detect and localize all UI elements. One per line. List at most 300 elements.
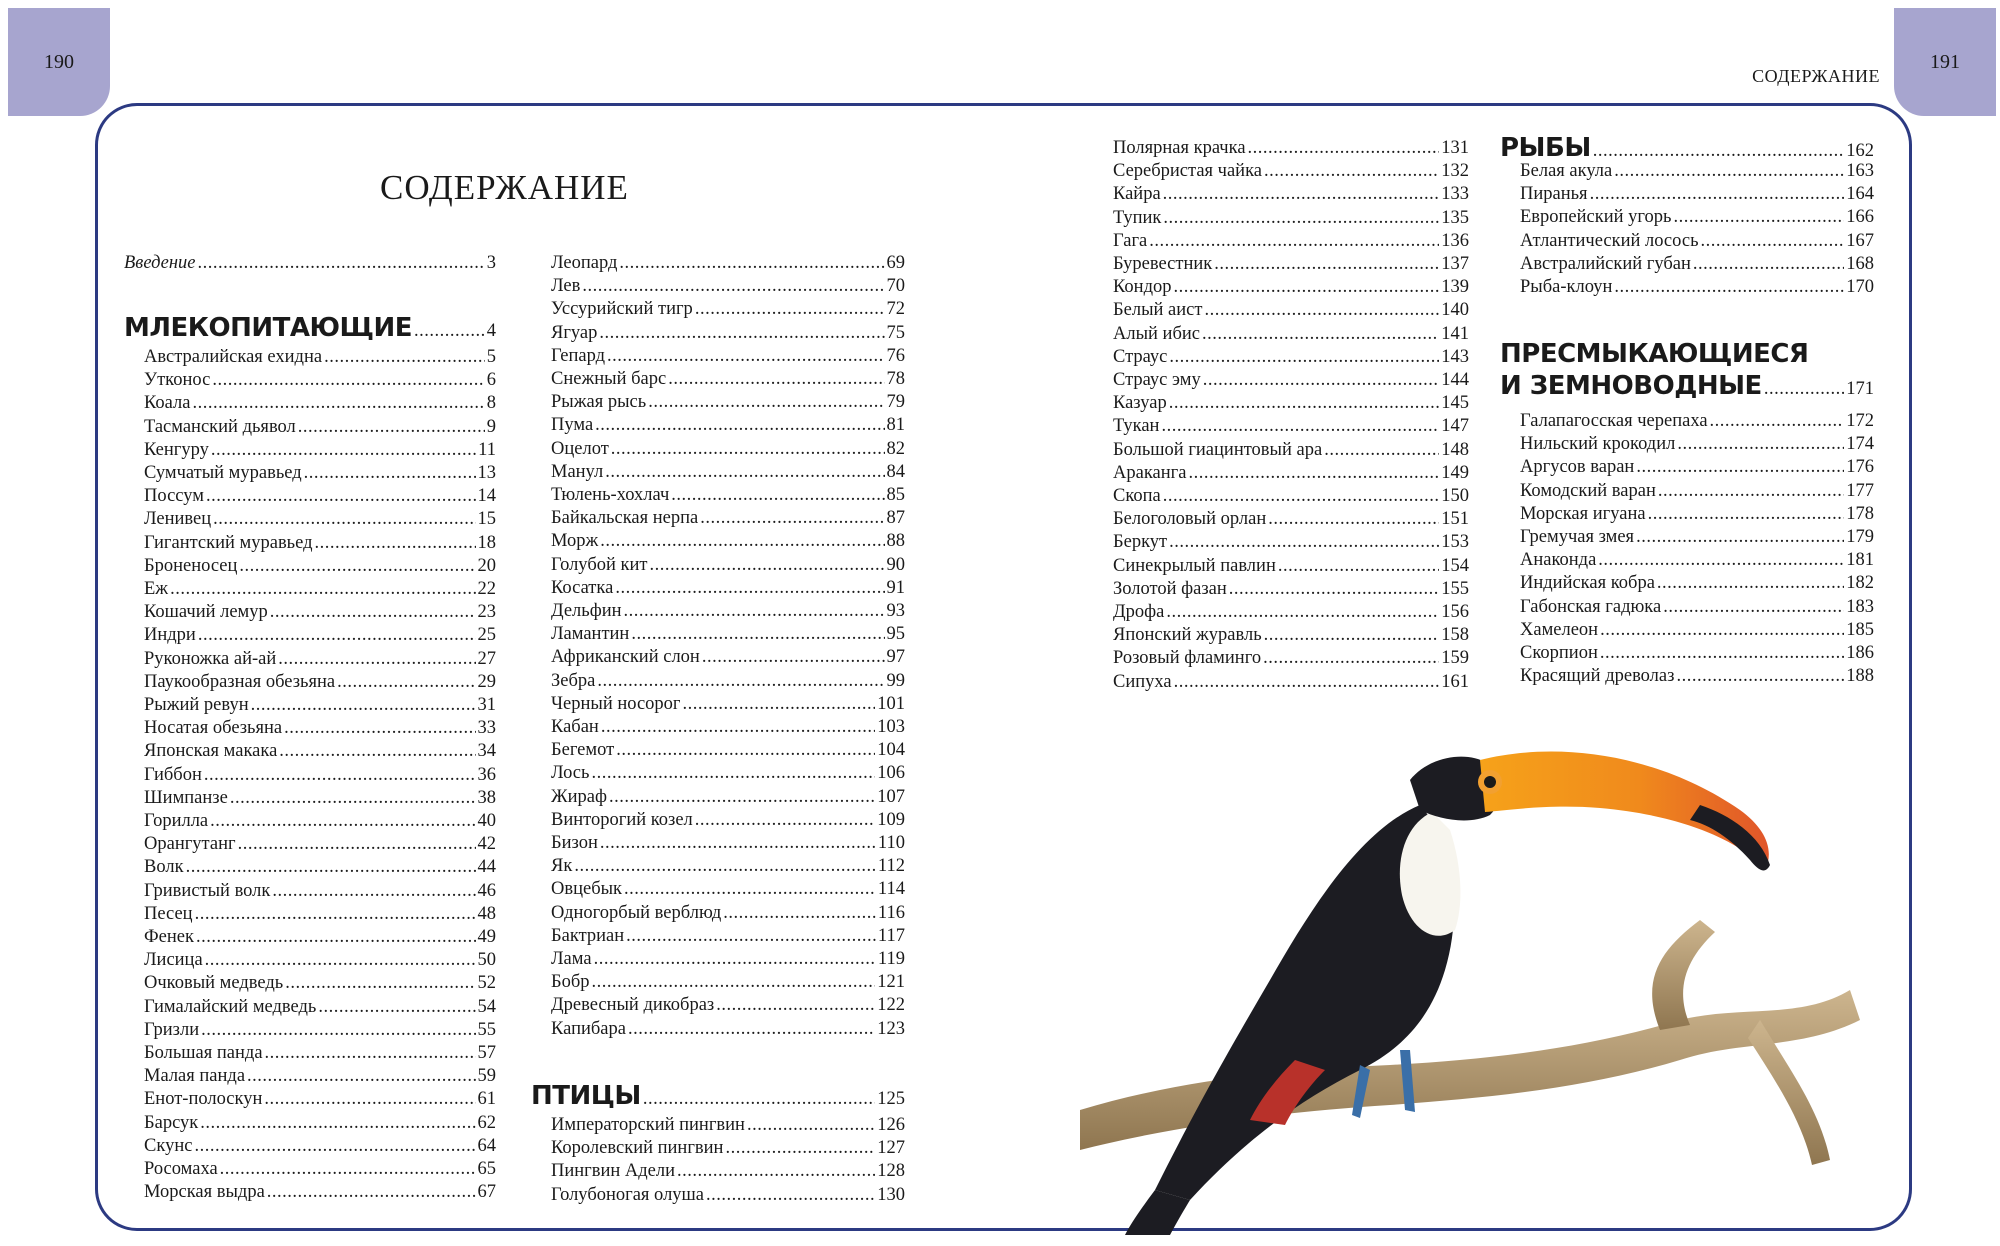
toc-entry (1113, 323, 1469, 346)
dot-leader (1149, 230, 1439, 253)
toc-entry-page: 183 (1846, 596, 1874, 617)
toc-entry (531, 1184, 905, 1207)
toc-entry-page: 44 (477, 857, 496, 878)
toc-entry-label: Голубой кит (551, 554, 648, 575)
toc-entry-label: Коала (144, 393, 191, 414)
toc-entry-label: Еж (144, 579, 169, 599)
toc-entry-page: 6 (486, 370, 496, 391)
toc-entry-label: Ламантин (551, 624, 630, 645)
toc-entry-page: 121 (877, 972, 905, 993)
toc-entry-label: Росомаха (144, 1159, 218, 1179)
toc-entry (1113, 555, 1469, 578)
toc-entry (531, 577, 905, 600)
toc-entry-label: Розовый фламинго (1113, 648, 1262, 669)
toc-entry-page: 27 (477, 648, 496, 669)
toc-entry-page: 137 (1441, 254, 1469, 274)
toc-entry-label: Голубоногая олуша (551, 1184, 705, 1205)
toc-entry-page: 33 (477, 718, 496, 739)
toc-entry-page: 162 (1846, 141, 1874, 161)
toc-entry (1113, 415, 1469, 438)
toc-entry (531, 298, 905, 321)
toc-entry (124, 740, 496, 763)
dot-leader (1173, 276, 1439, 299)
toc-entry (1113, 531, 1469, 554)
toc-entry-page: 140 (1441, 300, 1469, 321)
toc-entry-label: Броненосец (144, 555, 238, 576)
toc-entry (124, 578, 496, 601)
toc-entry (124, 601, 496, 624)
toc-entry (1500, 619, 1874, 642)
dot-leader (1677, 433, 1844, 456)
toc-entry-page: 156 (1441, 602, 1469, 622)
toc-entry (124, 346, 496, 369)
toc-entry-label: Бактриан (551, 925, 625, 946)
section-heading-reptiles-line1: ПРЕСМЫКАЮЩИЕСЯ (1500, 339, 1809, 369)
dot-leader (204, 764, 476, 787)
dot-leader (1636, 526, 1844, 549)
toc-entry-page: 179 (1846, 527, 1874, 547)
toc-entry-page: 85 (886, 485, 905, 505)
toc-entry-page: 172 (1846, 411, 1874, 431)
dot-leader (1229, 578, 1440, 601)
toc-entry-page: 130 (877, 1184, 905, 1205)
dot-leader (648, 391, 884, 414)
toc-entry (531, 646, 905, 669)
toc-entry-page: 174 (1846, 434, 1874, 455)
dot-leader (1278, 555, 1439, 578)
toc-entry-page: 161 (1441, 671, 1469, 692)
toc-entry-page: 90 (886, 554, 905, 575)
dot-leader (1324, 439, 1439, 462)
toc-entry (124, 555, 496, 578)
toc-entry-label: Байкальская нерпа (551, 508, 699, 529)
toc-entry-page: 70 (886, 276, 905, 297)
toc-entry-page: 81 (886, 415, 905, 436)
toc-entry-label: Индийская кобра (1520, 573, 1655, 594)
toc-entry-label: И ЗЕМНОВОДНЫЕ (1500, 371, 1762, 401)
section-heading-birds (531, 1080, 905, 1112)
toc-entry-label: Рыба-клоун (1520, 277, 1613, 297)
dot-leader (1204, 299, 1439, 322)
toc-entry-page: 82 (886, 438, 905, 459)
toc-entry-page: 54 (477, 996, 496, 1017)
dot-leader (599, 322, 884, 345)
toc-entry (1113, 462, 1469, 485)
toc-entry-page: 4 (486, 321, 496, 341)
toc-entry (124, 1158, 496, 1181)
dot-leader (597, 670, 884, 693)
toc-entry-page: 14 (477, 486, 496, 507)
toc-entry-page: 143 (1441, 346, 1469, 367)
toc-entry (531, 438, 905, 461)
toc-entry-label: Капибара (551, 1018, 626, 1039)
dot-leader (1658, 480, 1844, 503)
section-heading-mammals (124, 312, 496, 344)
toc-entry-label: Жираф (551, 786, 607, 807)
toc-entry (124, 624, 496, 647)
toc-entry-label: Овцебык (551, 879, 623, 900)
toc-entry (1113, 183, 1469, 206)
dot-leader (594, 948, 876, 971)
toc-entry (531, 786, 905, 809)
dot-leader (198, 252, 485, 275)
toc-entry (531, 507, 905, 530)
toc-entry (531, 971, 905, 994)
dot-leader (205, 949, 476, 972)
dot-leader (1169, 392, 1440, 415)
dot-leader (591, 762, 875, 785)
toc-entry-label: Дельфин (551, 601, 622, 621)
toc-entry-page: 110 (877, 833, 905, 853)
dot-leader (601, 716, 875, 739)
toc-entry-label: Енот-полоскун (144, 1089, 263, 1110)
toc-entry (124, 903, 496, 926)
toc-entry-intro (124, 252, 496, 275)
dot-leader (1169, 346, 1439, 369)
toc-entry-page: 151 (1441, 509, 1469, 530)
toc-entry-page: 72 (886, 299, 905, 320)
toc-entry-page: 170 (1846, 277, 1874, 297)
toc-entry-label: Утконос (144, 370, 211, 391)
toc-entry-page: 122 (877, 995, 905, 1016)
dot-leader (668, 368, 884, 391)
toc-entry-page: 38 (477, 787, 496, 808)
toc-entry-page: 64 (477, 1135, 496, 1156)
dot-leader (264, 1088, 475, 1111)
toc-entry (124, 416, 496, 439)
dot-leader (251, 694, 476, 717)
toucan-illustration (1060, 720, 1880, 1240)
toc-entry (124, 532, 496, 555)
dot-leader (1248, 137, 1440, 160)
toc-entry-label: Лось (551, 763, 590, 784)
dot-leader (247, 1065, 475, 1088)
toc-entry-page: 155 (1441, 578, 1469, 599)
toc-entry-page: 46 (477, 880, 496, 901)
dot-leader (414, 315, 485, 347)
dot-leader (702, 646, 885, 669)
dot-leader (1614, 160, 1844, 183)
toc-entry (124, 508, 496, 531)
toc-entry-page: 97 (886, 647, 905, 668)
toc-entry-label: Волк (144, 857, 184, 878)
dot-leader (1636, 456, 1844, 479)
toc-entry-page: 69 (886, 253, 905, 273)
dot-leader (1163, 485, 1440, 508)
toc-entry-page: 5 (486, 347, 496, 367)
toc-entry-page: 31 (477, 695, 496, 715)
dot-leader (315, 532, 476, 555)
toc-entry-page: 22 (477, 579, 496, 599)
toc-entry (124, 648, 496, 671)
toc-entry-label: Уссурийский тигр (551, 299, 693, 320)
toc-entry-label: Японская макака (144, 741, 278, 762)
dot-leader (211, 439, 476, 462)
toc-entry (1500, 456, 1874, 479)
toc-entry-label: МЛЕКОПИТАЮЩИЕ (124, 313, 412, 343)
toc-entry (124, 764, 496, 787)
toc-entry-page: 181 (1846, 550, 1874, 571)
toc-entry-page: 48 (477, 903, 496, 924)
toc-entry-page: 88 (886, 531, 905, 552)
toc-entry-page: 117 (877, 925, 905, 946)
toc-entry-label: Нильский крокодил (1520, 434, 1676, 455)
toc-entry (1113, 160, 1469, 183)
toc-entry-page: 139 (1441, 277, 1469, 298)
toc-entry-label: Тюлень-хохлач (551, 485, 670, 505)
toc-entry (531, 994, 905, 1017)
toc-entry (531, 809, 905, 832)
dot-leader (677, 1160, 875, 1183)
toc-entry-page: 57 (477, 1043, 496, 1063)
toc-entry-label: Дрофа (1113, 602, 1165, 622)
toc-entry-page: 79 (886, 392, 905, 413)
toc-entry (1500, 276, 1874, 299)
toc-entry (124, 833, 496, 856)
dot-leader (1663, 596, 1844, 619)
toc-entry-label: Европейский угорь (1520, 207, 1672, 228)
toc-entry (1113, 369, 1469, 392)
toc-entry-page: 59 (477, 1066, 496, 1087)
toc-entry-page: 166 (1846, 207, 1874, 228)
toc-entry (124, 949, 496, 972)
toc-entry-page: 93 (886, 601, 905, 621)
toc-entry (124, 392, 496, 415)
toc-entry-page: 91 (886, 577, 905, 598)
toc-entry (1113, 485, 1469, 508)
toc-entry-label: Очковый медведь (144, 973, 284, 994)
toc-entry (1500, 253, 1874, 276)
toc-entry-label: Большой гиацинтовый ара (1113, 439, 1323, 460)
toc-entry-page: 106 (877, 763, 905, 784)
dot-leader (1590, 183, 1845, 206)
toc-entry (1113, 253, 1469, 276)
dot-leader (1203, 369, 1440, 392)
toc-entry-label: Габонская гадюка (1520, 596, 1662, 617)
toc-entry-page: 13 (477, 463, 496, 483)
toc-entry-label: Кошачий лемур (144, 602, 268, 623)
toc-entry-label: Рыжий ревун (144, 695, 249, 715)
toc-entry-page: 163 (1846, 161, 1874, 181)
dot-leader (1657, 572, 1844, 595)
dot-leader (1174, 671, 1440, 694)
toc-entry-page: 168 (1846, 253, 1874, 274)
dot-leader (278, 648, 475, 671)
toc-entry-page: 177 (1846, 480, 1874, 501)
toc-entry-page: 119 (877, 949, 905, 969)
toc-entry-page: 99 (886, 670, 905, 691)
toc-entry (124, 810, 496, 833)
toc-entry-label: Кайра (1113, 184, 1161, 205)
toc-entry-page: 182 (1846, 573, 1874, 594)
toc-entry-page: 128 (877, 1161, 905, 1182)
toc-entry (531, 391, 905, 414)
toc-entry (531, 925, 905, 948)
toc-entry-label: Шимпанзе (144, 787, 228, 808)
dot-leader (194, 1135, 475, 1158)
dot-leader (285, 972, 475, 995)
toc-entry-label: Пиранья (1520, 184, 1588, 205)
toc-entry (531, 484, 905, 507)
toc-entry (1500, 160, 1874, 183)
toc-entry-page: 123 (877, 1018, 905, 1039)
dot-leader (595, 414, 884, 437)
toc-entry-page: 154 (1441, 555, 1469, 576)
toc-entry-page: 125 (877, 1089, 905, 1109)
toc-entry (1113, 647, 1469, 670)
dot-leader (212, 369, 484, 392)
toc-entry (531, 368, 905, 391)
running-head: СОДЕРЖАНИЕ (1752, 66, 1880, 86)
toc-entry (1500, 230, 1874, 253)
toc-entry-page: 131 (1441, 138, 1469, 158)
toc-entry-label: Аргусов варан (1520, 457, 1635, 478)
dot-leader (609, 786, 875, 809)
toc-entry-page: 8 (486, 393, 496, 414)
toc-entry-label: Снежный барс (551, 369, 667, 389)
dot-leader (1214, 253, 1439, 276)
toc-entry-label: Зебра (551, 670, 596, 691)
toc-entry-label: Оцелот (551, 438, 609, 459)
toc-entry-label: Анаконда (1520, 550, 1597, 571)
toc-entry (531, 902, 905, 925)
toc-entry-label: Страус (1113, 346, 1168, 367)
toc-entry-page: 42 (477, 834, 496, 855)
toc-entry-label: Морская игуана (1520, 503, 1646, 524)
dot-leader (619, 252, 884, 275)
toc-entry (531, 716, 905, 739)
dot-leader (1614, 276, 1844, 299)
toc-entry-label: Тасманский дьявол (144, 416, 296, 437)
toc-entry-label: Атлантический лосось (1520, 230, 1699, 251)
toc-entry-label: Страус эму (1113, 370, 1201, 390)
toc-entry (1500, 183, 1874, 206)
page-number-left: 190 (44, 50, 74, 73)
toc-entry (1500, 665, 1874, 688)
dot-leader (592, 971, 876, 994)
toc-entry (1113, 578, 1469, 601)
toc-entry-page: 178 (1846, 503, 1874, 524)
toc-entry-page: 176 (1846, 457, 1874, 478)
toc-entry (531, 762, 905, 785)
toc-entry-label: Гризли (144, 1019, 200, 1040)
toc-entry-label: Скорпион (1520, 643, 1598, 663)
toc-entry (1500, 410, 1874, 433)
dot-leader (1710, 410, 1845, 433)
toc-entry-page: 136 (1441, 230, 1469, 251)
toc-entry-label: Африканский слон (551, 647, 700, 668)
toc-entry (531, 530, 905, 553)
toc-entry-label: Белоголовый орлан (1113, 509, 1267, 530)
dot-leader (631, 623, 884, 646)
toc-entry-page: 50 (477, 950, 496, 971)
toc-entry-label: Руконожка ай-ай (144, 648, 277, 669)
dot-leader (624, 878, 876, 901)
dot-leader (239, 555, 475, 578)
toc-entry-label: Гималайский медведь (144, 996, 317, 1017)
toc-entry-page: 188 (1846, 666, 1874, 687)
toc-entry (531, 600, 905, 623)
dot-leader (1188, 462, 1439, 485)
toc-entry-label: Пума (551, 415, 594, 436)
toc-entry (1500, 549, 1874, 572)
toc-entry (531, 1160, 905, 1183)
dot-leader (186, 856, 476, 879)
toc-entry-label: Араканга (1113, 462, 1187, 483)
toc-entry-label: Одногорбый верблюд (551, 902, 722, 923)
dot-leader (643, 1083, 875, 1115)
toc-entry-label: Сипуха (1113, 671, 1172, 692)
dot-leader (198, 624, 476, 647)
toc-entry-label: Леопард (551, 253, 618, 273)
dot-leader (1263, 647, 1439, 670)
dot-leader (723, 902, 876, 925)
toc-entry-label: Красящий древолаз (1520, 666, 1675, 687)
toc-entry (1113, 671, 1469, 694)
dot-leader (611, 438, 885, 461)
toc-entry-page: 55 (477, 1019, 496, 1040)
toc-entry (1500, 642, 1874, 665)
toc-entry (1500, 596, 1874, 619)
toc-entry (1500, 433, 1874, 456)
toc-entry-label: Синекрылый павлин (1113, 555, 1276, 576)
toc-entry-label: Гремучая змея (1520, 527, 1635, 547)
toc-entry-page: 18 (477, 532, 496, 553)
dot-leader (574, 855, 876, 878)
toc-entry-page: 23 (477, 602, 496, 623)
toc-entry-label: Барсук (144, 1112, 199, 1133)
toc-entry (1500, 572, 1874, 595)
toc-entry (124, 1065, 496, 1088)
toc-entry-page: 65 (477, 1159, 496, 1179)
toc-entry (531, 739, 905, 762)
toc-entry-page: 75 (886, 322, 905, 343)
dot-leader (337, 671, 475, 694)
toc-entry-label: Кенгуру (144, 439, 209, 460)
dot-leader (324, 346, 485, 369)
toc-entry-page: 49 (477, 927, 496, 947)
toc-entry-label: Буревестник (1113, 254, 1213, 274)
toc-entry (531, 855, 905, 878)
toc-entry-page: 135 (1441, 207, 1469, 228)
toc-entry-page: 150 (1441, 486, 1469, 506)
toc-entry (1500, 206, 1874, 229)
dot-leader (1674, 206, 1845, 229)
page-number-tab-left (8, 8, 110, 116)
dot-leader (615, 577, 884, 600)
dot-leader (600, 832, 876, 855)
toc-entry-page: 144 (1441, 370, 1469, 390)
toc-entry-label: Фенек (144, 927, 194, 947)
toc-entry-label: Малая панда (144, 1066, 246, 1087)
toc-entry-page: 95 (886, 624, 905, 645)
dot-leader (671, 484, 884, 507)
toc-entry (124, 1088, 496, 1111)
toc-entry (124, 996, 496, 1019)
toc-entry (531, 461, 905, 484)
toc-entry-label: Бизон (551, 833, 598, 853)
toc-entry-label: Большая панда (144, 1043, 263, 1063)
toc-entry-label: Беркут (1113, 532, 1168, 553)
toc-entry (124, 717, 496, 740)
toc-entry (531, 1137, 905, 1160)
toc-entry-page: 25 (477, 625, 496, 646)
toc-entry-page: 76 (886, 345, 905, 366)
toc-entry-label: Винторогий козел (551, 809, 693, 830)
toc-entry-page: 158 (1441, 625, 1469, 646)
dot-leader (725, 1137, 875, 1160)
toc-entry-label: Горилла (144, 811, 209, 831)
